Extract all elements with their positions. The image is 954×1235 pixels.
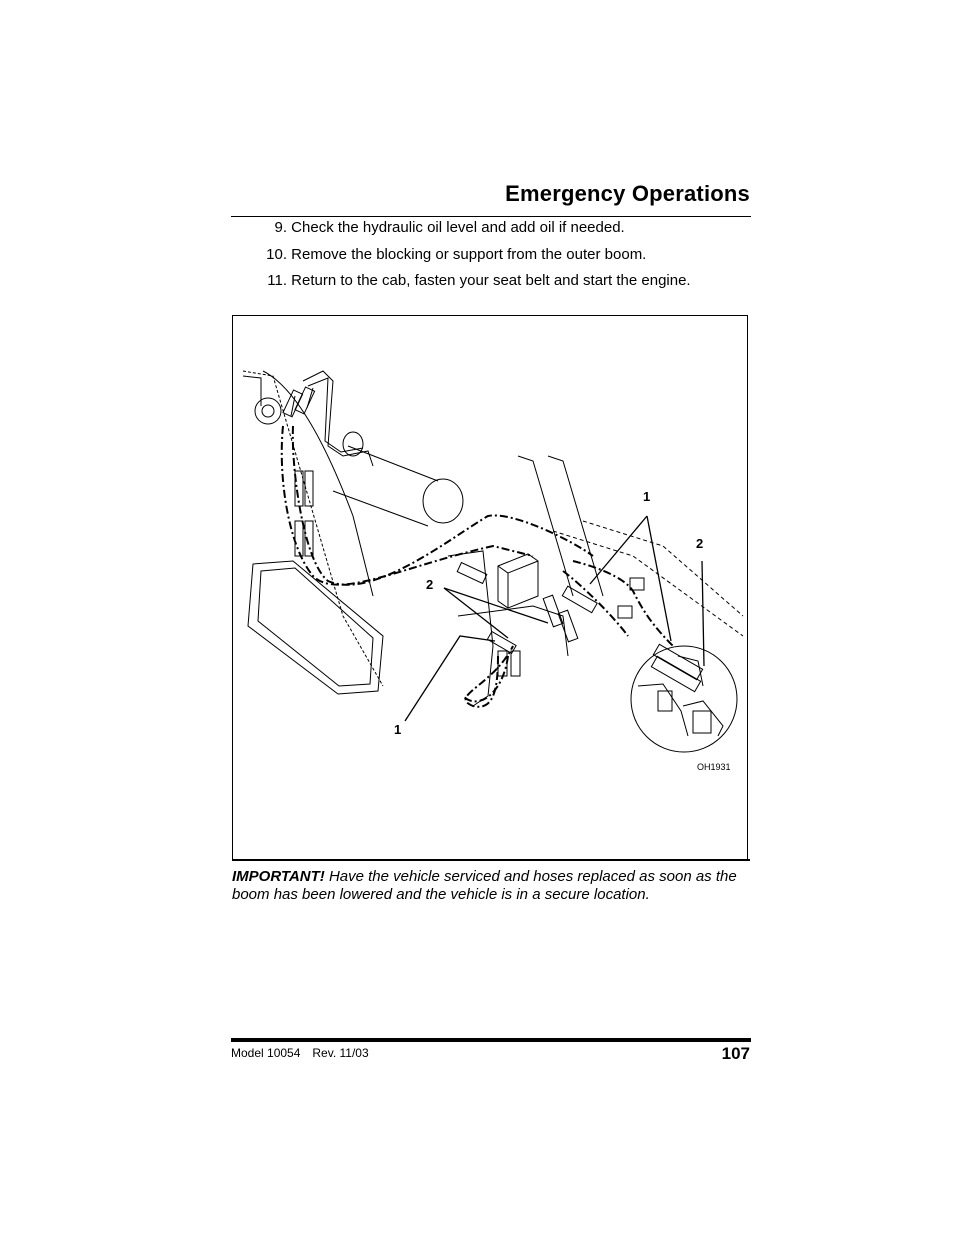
step-item <box>258 219 758 246</box>
step-item <box>258 272 758 299</box>
title-divider <box>231 216 751 217</box>
footer-revision: Rev. 11/03 <box>312 1046 369 1060</box>
step-text: Remove the blocking or support from the outer boom. <box>291 245 647 263</box>
hydraulic-hose-figure <box>232 315 748 860</box>
step-list <box>258 219 758 299</box>
footer-model: Model 10054 <box>231 1046 301 1060</box>
footer-divider <box>231 1038 751 1042</box>
step-number: 10. <box>266 245 287 263</box>
footer-model-info <box>231 1046 381 1060</box>
callout-2-left: 2 <box>426 577 434 592</box>
callout-1-top: 1 <box>643 489 651 504</box>
page-title: Emergency Operations <box>505 181 750 206</box>
figure-bottom-border <box>232 859 750 861</box>
important-label: IMPORTANT! <box>232 868 325 885</box>
important-note <box>232 868 754 904</box>
figure-code: OH1931 <box>697 762 731 772</box>
hose-diagram-illustration <box>233 316 749 861</box>
step-text: Return to the cab, fasten your seat belt and start the engine. <box>291 272 691 289</box>
step-text: Check the hydraulic oil level and add oil if needed. <box>291 219 625 236</box>
important-text: Have the vehicle serviced and hoses replaced as soon as the boom has been lowered and the vehicle is in a secure location. <box>232 868 737 903</box>
callout-2-right: 2 <box>696 536 704 551</box>
step-item <box>258 246 758 273</box>
step-number: 9. <box>274 219 287 236</box>
page-number: 107 <box>721 1044 750 1063</box>
callout-1-bottom: 1 <box>394 722 402 737</box>
step-number: 11. <box>267 272 287 289</box>
